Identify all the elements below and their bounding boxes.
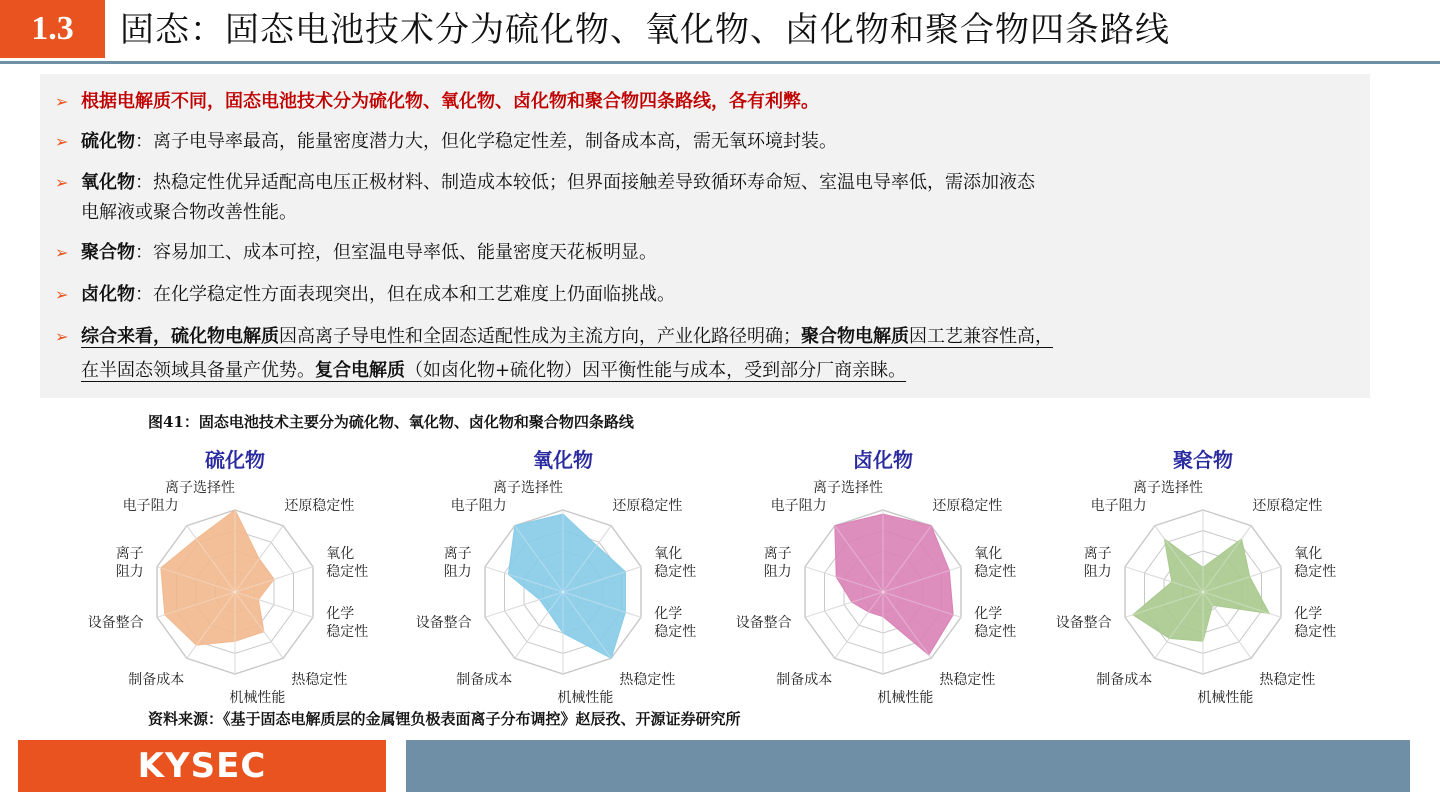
conclusion-line-1 xyxy=(81,326,1053,347)
conclusion-text-4: （如卤化物+硫化物）因平衡性能与成本，受到部分厂商亲睐。 xyxy=(405,360,907,381)
section-number: 1.3 xyxy=(0,0,105,58)
arrow-bullet-icon: ➢ xyxy=(55,285,69,304)
axis-label: 设备整合 xyxy=(87,613,144,630)
sulfide-text: ：离子电导率最高，能量密度潜力大，但化学稳定性差，制备成本高，需无氧环境封装。 xyxy=(135,131,837,152)
axis-label: 还原稳定性 xyxy=(932,497,1003,514)
axis-label: 设备整合 xyxy=(735,613,792,630)
axis-label: 还原稳定性 xyxy=(1252,497,1323,514)
footer-bar xyxy=(406,740,1410,792)
bullet-oxide xyxy=(55,168,1035,198)
axis-label: 机械性能 xyxy=(229,689,286,705)
page-title: 固态：固态电池技术分为硫化物、氧化物、卤化物和聚合物四条路线 xyxy=(120,10,1170,50)
polymer-term: 聚合物 xyxy=(81,242,135,263)
axis-label: 电子阻力 xyxy=(122,497,179,514)
source-note: 资料来源：《基于固态电解质层的金属锂负极表面离子分布调控》赵辰孜、开源证券研究所 xyxy=(148,710,741,728)
axis-label: 还原稳定性 xyxy=(612,497,683,514)
polymer-text: ：容易加工、成本可控，但室温电导率低、能量密度天花板明显。 xyxy=(135,242,657,263)
axis-label: 制备成本 xyxy=(128,670,185,687)
footer-logo-bar xyxy=(18,740,386,792)
chart-title: 聚合物 xyxy=(1173,448,1233,472)
header-divider xyxy=(0,61,1440,64)
axis-label: 热稳定性 xyxy=(939,670,996,687)
axis-label: 离子选择性 xyxy=(813,479,883,495)
oxide-term: 氧化物 xyxy=(81,172,135,193)
axis-label: 化学 稳定性 xyxy=(1294,604,1337,639)
oxide-text-cont: 电解液或聚合物改善性能。 xyxy=(81,202,297,223)
arrow-bullet-icon: ➢ xyxy=(55,173,69,192)
axis-label: 氧化 稳定性 xyxy=(326,545,369,580)
axis-label: 离子 阻力 xyxy=(1083,545,1112,580)
conclusion-term-sulfide: 综合来看，硫化物电解质 xyxy=(81,326,279,347)
axis-label: 氧化 稳定性 xyxy=(974,545,1017,580)
radar-chart-oxide xyxy=(413,440,713,705)
axis-label: 离子 阻力 xyxy=(443,545,472,580)
arrow-bullet-icon: ➢ xyxy=(55,327,69,346)
conclusion-text-3: 在半固态领域具备量产优势。 xyxy=(81,360,315,381)
axis-label: 还原稳定性 xyxy=(284,497,355,514)
conclusion-term-composite: 复合电解质 xyxy=(315,360,405,381)
conclusion-line-2 xyxy=(55,356,906,386)
axis-label: 电子阻力 xyxy=(450,497,507,514)
axis-label: 化学 稳定性 xyxy=(974,604,1017,639)
bullet-sulfide xyxy=(55,127,837,157)
bullet-polymer xyxy=(55,238,657,268)
conclusion-term-polymer: 聚合物电解质 xyxy=(801,326,909,347)
axis-label: 电子阻力 xyxy=(770,497,827,514)
conclusion-text-1: 因高离子导电性和全固态适配性成为主流方向，产业化路径明确； xyxy=(279,326,801,347)
bullet-lead xyxy=(55,87,819,117)
axis-label: 制备成本 xyxy=(456,670,513,687)
axis-label: 设备整合 xyxy=(1055,613,1112,630)
chart-title: 硫化物 xyxy=(205,448,265,472)
axis-label: 机械性能 xyxy=(1197,689,1254,705)
axis-label: 氧化 稳定性 xyxy=(654,545,697,580)
figure-caption: 图41：固态电池技术主要分为硫化物、氧化物、卤化物和聚合物四条路线 xyxy=(148,413,634,431)
halide-term: 卤化物 xyxy=(81,284,135,305)
axis-label: 氧化 稳定性 xyxy=(1294,545,1337,580)
oxide-text: ：热稳定性优异适配高电压正极材料、制造成本较低；但界面接触差导致循环寿命短、室温电导率低，需添加液态 xyxy=(135,172,1035,193)
axis-label: 热稳定性 xyxy=(619,670,676,687)
arrow-bullet-icon: ➢ xyxy=(55,92,69,111)
axis-label: 离子 阻力 xyxy=(115,545,144,580)
axis-label: 机械性能 xyxy=(877,689,934,705)
arrow-bullet-icon: ➢ xyxy=(55,243,69,262)
conclusion-text-2: 因工艺兼容性高， xyxy=(909,326,1053,347)
axis-label: 热稳定性 xyxy=(291,670,348,687)
lead-text: 根据电解质不同，固态电池技术分为硫化物、氧化物、卤化物和聚合物四条路线，各有利弊。 xyxy=(81,91,819,112)
axis-label: 制备成本 xyxy=(1096,670,1153,687)
kysec-logo: KYSEC xyxy=(137,746,267,786)
radar-chart-halide xyxy=(733,440,1033,705)
chart-title: 氧化物 xyxy=(533,448,593,472)
axis-label: 离子 阻力 xyxy=(763,545,792,580)
axis-label: 电子阻力 xyxy=(1090,497,1147,514)
axis-label: 制备成本 xyxy=(776,670,833,687)
radar-chart-polymer xyxy=(1053,440,1353,705)
axis-label: 离子选择性 xyxy=(493,479,563,495)
axis-label: 设备整合 xyxy=(415,613,472,630)
radar-chart-sulfide xyxy=(85,440,385,705)
halide-text: ：在化学稳定性方面表现突出，但在成本和工艺难度上仍面临挑战。 xyxy=(135,284,675,305)
chart-title: 卤化物 xyxy=(853,448,913,472)
axis-label: 离子选择性 xyxy=(1133,479,1203,495)
axis-spoke-overlay xyxy=(515,592,563,658)
bullet-conclusion xyxy=(55,322,1053,352)
axis-label: 化学 稳定性 xyxy=(326,604,369,639)
axis-label: 化学 稳定性 xyxy=(654,604,697,639)
data-series-area xyxy=(161,510,274,645)
axis-label: 离子选择性 xyxy=(165,479,235,495)
bullet-halide xyxy=(55,280,675,310)
arrow-bullet-icon: ➢ xyxy=(55,132,69,151)
axis-label: 热稳定性 xyxy=(1259,670,1316,687)
sulfide-term: 硫化物 xyxy=(81,131,135,152)
axis-label: 机械性能 xyxy=(557,689,614,705)
